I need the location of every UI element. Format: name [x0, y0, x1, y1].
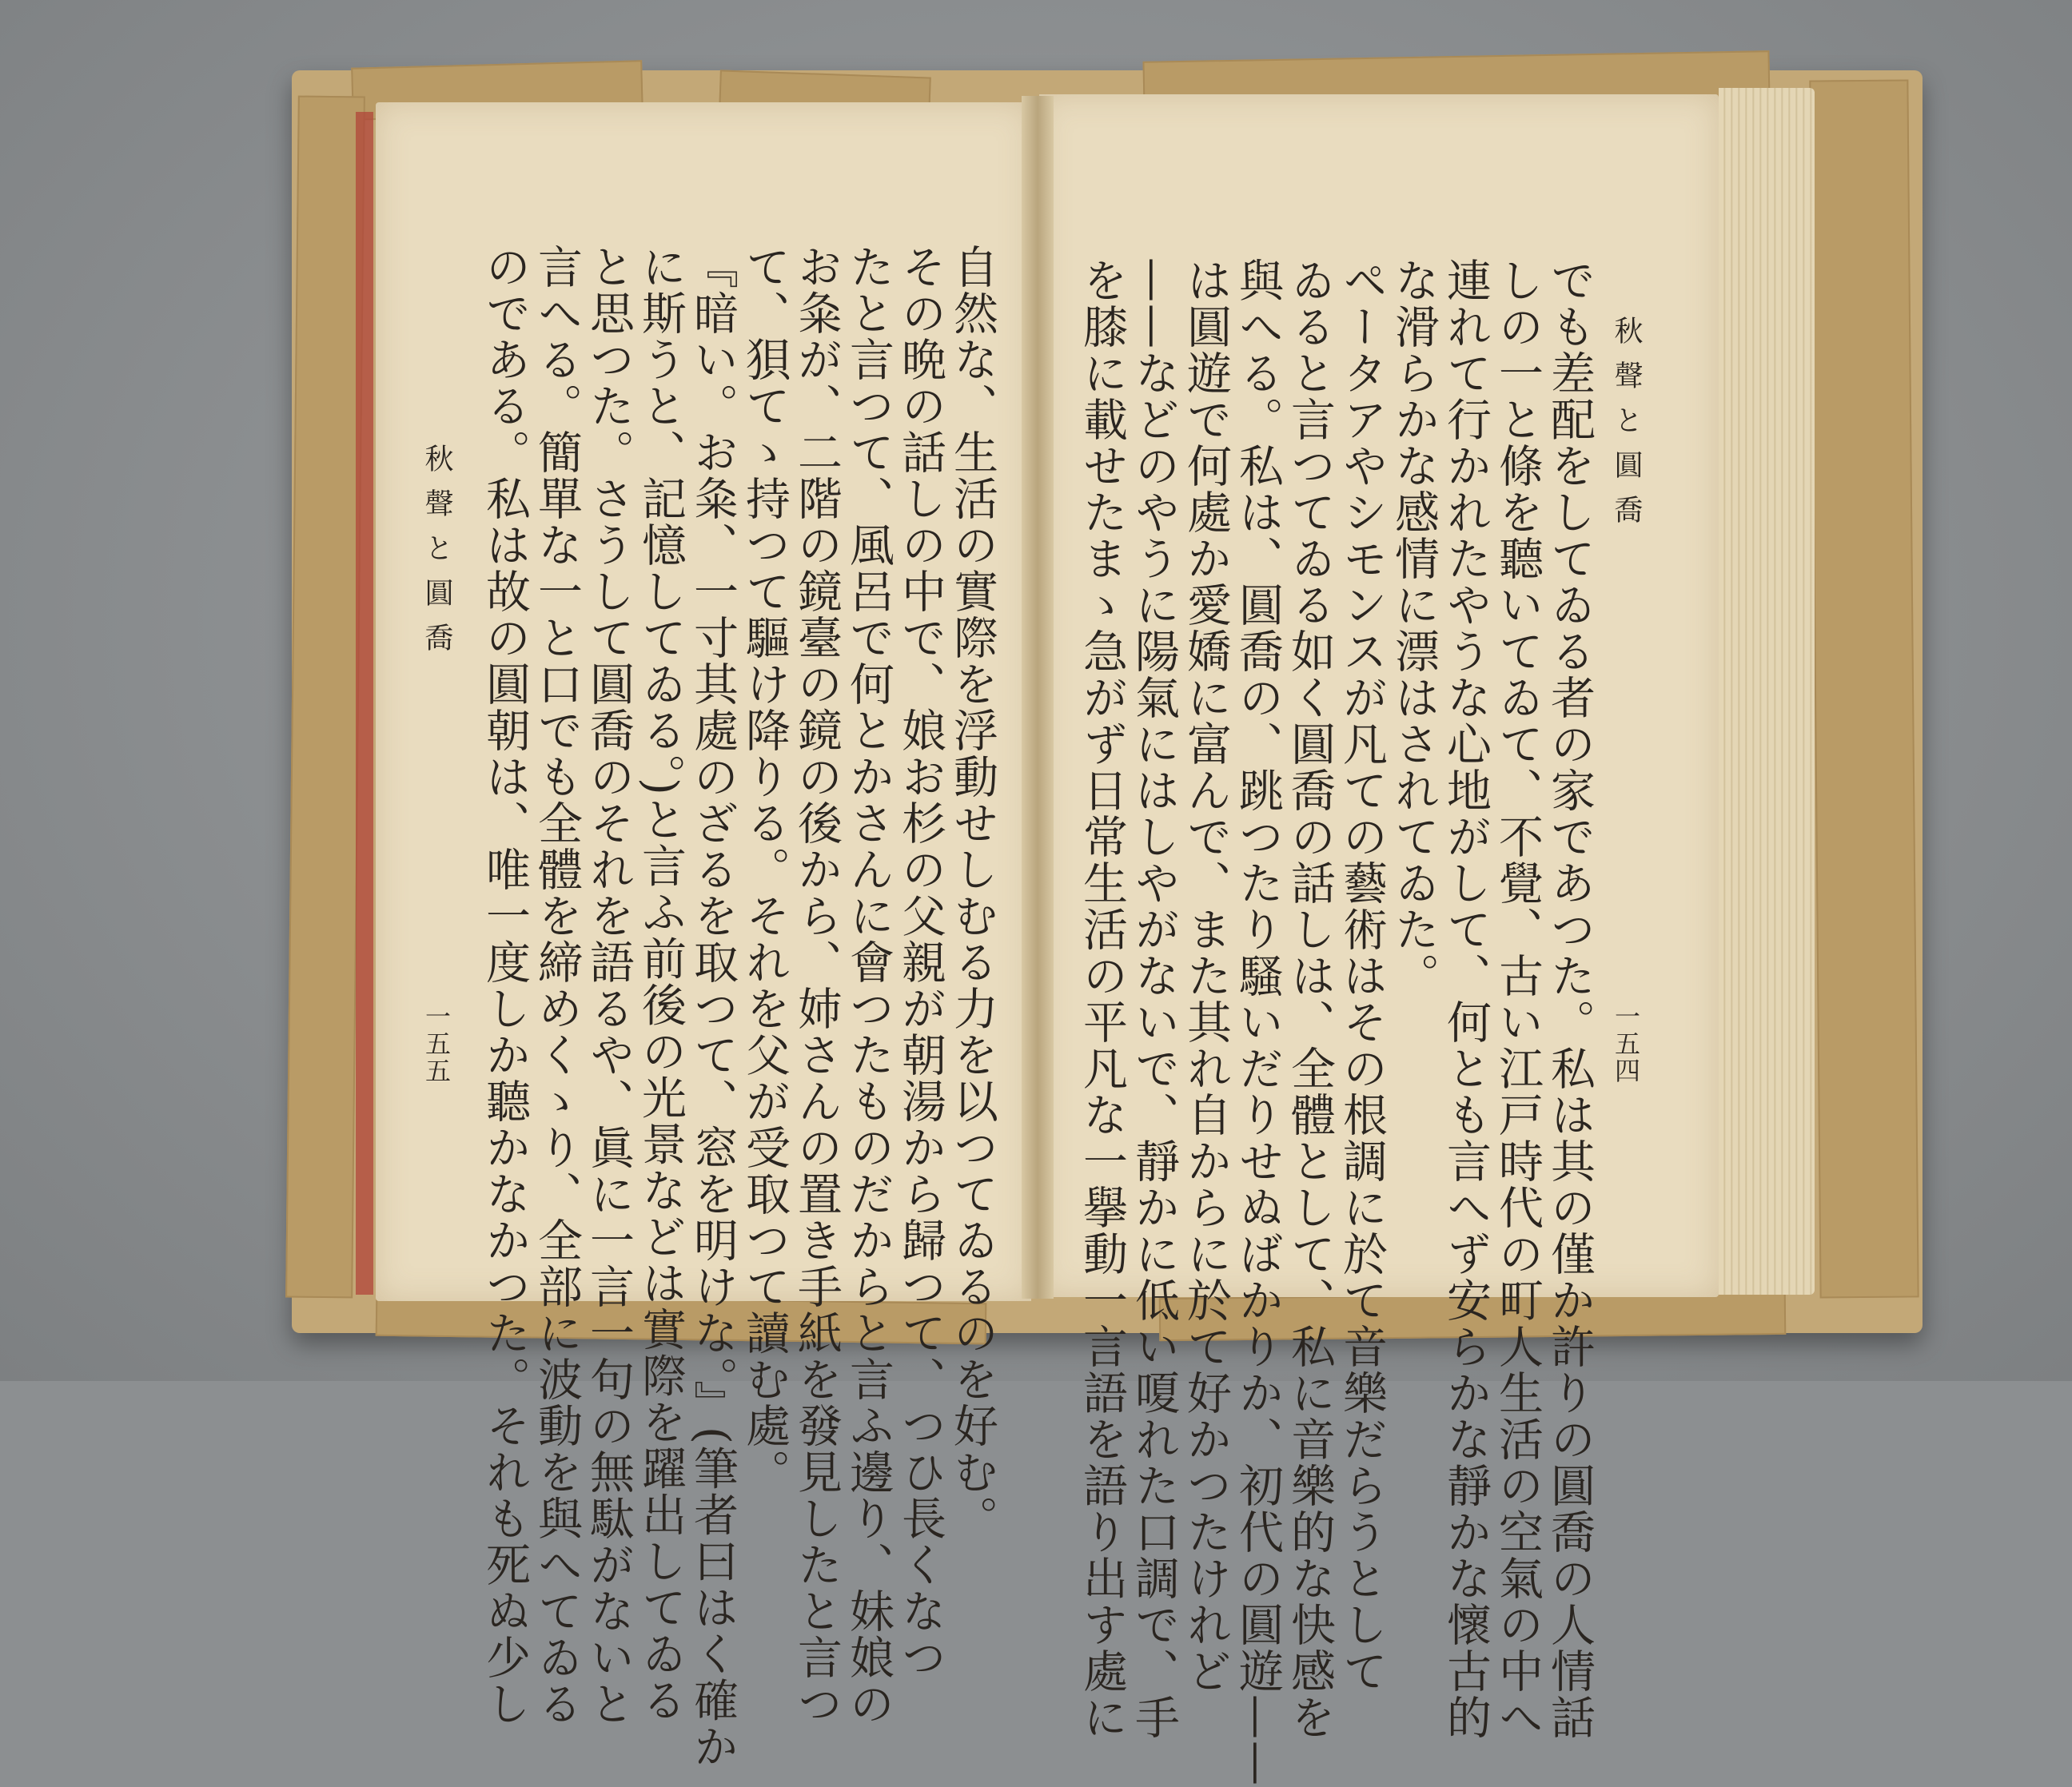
torn-cover-fragment	[1809, 79, 1919, 1298]
text-line: お粂が、二階の鏡臺の鏡の後から、姉さんの置き手紙を發見したと言つ	[791, 244, 843, 1727]
text-line: 『暗い。お粂、一寸其處のざるを取つて、窓を明けな。』(筆者曰はく確か	[687, 244, 739, 1770]
page-edges	[1719, 88, 1815, 1295]
text-line: ペータアやシモンスが凡ての藝術はその根調に於て音樂だらうとして	[1336, 257, 1388, 1694]
text-line: 自然な、生活の實際を浮動せしむる力を以つてゐるのを好む。	[946, 244, 998, 1542]
text-line: しの一と條を聽いてゐて、不覺、古い江戸時代の町人生活の空氣の中へ	[1492, 257, 1544, 1741]
text-line: を膝に載せたまゝ急がず日常生活の平凡な一擧動一言語を語り出す處に	[1076, 257, 1128, 1741]
text-line: ゐると言つてゐる如く圓喬の話しは、全體として、私に音樂的な快感を	[1284, 257, 1336, 1741]
folio-left: 一五五	[421, 1003, 452, 1085]
text-line: と思つた。さうして圓喬のそれを語るや、眞に一言一句の無駄がないと	[583, 244, 635, 1727]
spine-binding	[356, 112, 373, 1295]
text-line: 連れて行かれたやうな心地がして、何とも言へず安らかな靜かな懷古的	[1440, 257, 1492, 1741]
text-line: のである。私は故の圓朝は、唯一度しか聽かなかつた。それも死ぬ少し	[479, 244, 531, 1727]
torn-cover-fragment	[285, 96, 365, 1299]
text-line: たと言つて、風呂で何とかさんに會つたものだからと言ふ邊り、妹娘の	[843, 244, 895, 1727]
book-gutter	[1022, 96, 1054, 1299]
running-head-left: 秋聲と圓喬	[420, 444, 453, 667]
text-line: 言へる。簡單な一と口でも全體を締めくゝり、全部に波動を與へてゐる	[531, 244, 583, 1727]
text-line: ——などのやうに陽氣にはしやがないで、靜かに低い嗄れた口調で、手	[1128, 257, 1180, 1741]
text-line: 與へる。私は、圓喬の、跳つたり騷いだりせぬばかりか、初代の圓遊——	[1232, 257, 1284, 1787]
text-line: でも差配をしてゐる者の家であつた。私は其の僅か許りの圓喬の人情話	[1544, 257, 1596, 1741]
running-head-right: 秋聲と圓喬	[1610, 316, 1643, 539]
text-line: は圓遊で何處か愛嬌に富んで、また其れ自からに於て好かつたけれど	[1180, 257, 1232, 1694]
text-line: に斯うと、記憶してゐる。)と言ふ前後の光景などは實際を躍出してゐる	[635, 244, 687, 1724]
folio-right: 一五四	[1611, 1003, 1641, 1085]
text-line: な滑らかな感情に漂はされてゐた。	[1388, 257, 1440, 999]
text-line: て、狽てゝ持つて驅け降りる。それを父が受取つて讀む處。	[739, 244, 791, 1495]
text-line: その晩の話しの中で、娘お杉の父親が朝湯から歸つて、つひ長くなつ	[895, 244, 946, 1681]
